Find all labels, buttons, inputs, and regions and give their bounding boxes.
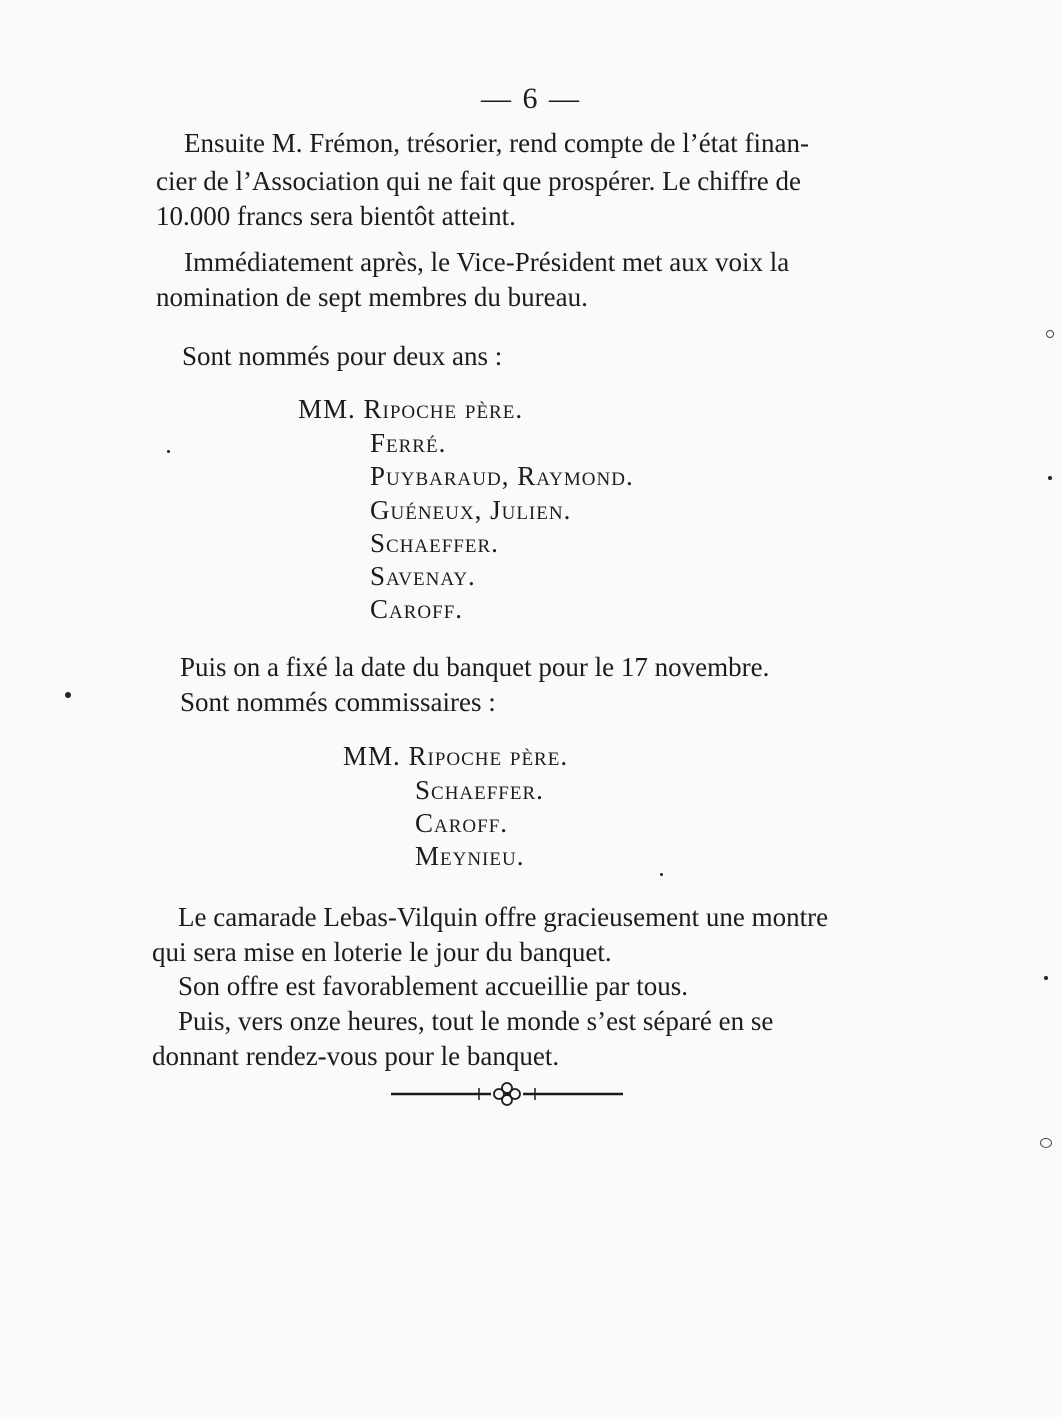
paragraph-4-line-2: Sont nommés commissaires : — [180, 687, 496, 717]
commissioner: Meynieu. — [415, 841, 525, 871]
ink-speck — [65, 692, 71, 698]
commissioner: Schaeffer. — [415, 775, 544, 805]
paragraph-1-line-3: 10.000 francs sera bientôt atteint. — [156, 201, 516, 231]
paragraph-2-line-1: Immédiatement après, le Vice-Président met aux voix la — [184, 247, 790, 277]
paragraph-5-line-3: Son offre est favorablement accueillie par tous. — [178, 971, 689, 1001]
paragraph-1-line-1: Ensuite M. Frémon, trésorier, rend compte de l’état finan- — [184, 128, 809, 158]
paragraph-1-line-2: cier de l’Association qui ne fait que prospérer. Le chiffre de — [156, 166, 801, 196]
paragraph-5-line-4: Puis, vers onze heures, tout le monde s’est séparé en se — [178, 1006, 774, 1036]
ink-speck — [660, 873, 663, 876]
bureau-member: Guéneux, Julien. — [370, 495, 572, 525]
ink-speck — [1046, 330, 1054, 338]
ink-speck — [167, 450, 170, 453]
paragraph-5-line-1: Le camarade Lebas-Vilquin offre gracieusement une montre — [178, 902, 829, 932]
bureau-member: Puybaraud, Raymond. — [370, 461, 634, 491]
paragraph-5-line-2: qui sera mise en loterie le jour du banquet. — [152, 937, 612, 967]
bureau-member: Schaeffer. — [370, 528, 499, 558]
ink-speck — [1044, 976, 1048, 980]
ink-speck — [1040, 1138, 1052, 1148]
bureau-member: Savenay. — [370, 561, 476, 591]
paragraph-3-heading: Sont nommés pour deux ans : — [182, 341, 503, 371]
bureau-member: MM. Ripoche père. — [298, 394, 524, 424]
bureau-member: Ferré. — [370, 428, 447, 458]
paragraph-2-line-2: nomination de sept membres du bureau. — [156, 282, 588, 312]
page-number: — 6 — — [481, 82, 581, 115]
commissioner: Caroff. — [415, 808, 509, 838]
ink-speck — [1048, 476, 1052, 480]
paragraph-5-line-5: donnant rendez-vous pour le banquet. — [152, 1041, 560, 1071]
commissioner: MM. Ripoche père. — [343, 741, 569, 771]
paragraph-4-line-1: Puis on a fixé la date du banquet pour le 17 novembre. — [180, 652, 770, 682]
bureau-member: Caroff. — [370, 594, 464, 624]
end-ornament-icon — [391, 1080, 623, 1108]
